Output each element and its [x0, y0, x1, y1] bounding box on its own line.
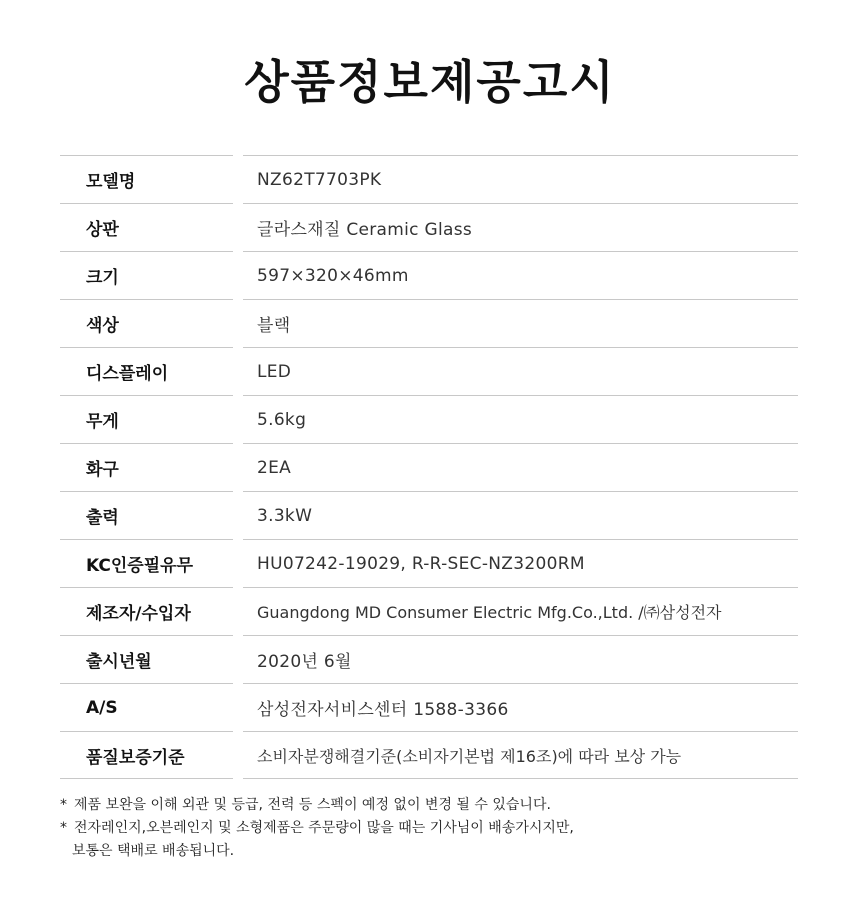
table-row	[60, 299, 798, 347]
asterisk-mark: *	[60, 820, 67, 836]
spec-label: 상판	[60, 203, 233, 251]
spec-label: 화구	[60, 443, 233, 491]
spec-value: HU07242-19029, R-R-SEC-NZ3200RM	[243, 539, 798, 587]
footnote-continuation: 보통은 택배로 배송됩니다.	[72, 843, 235, 859]
table-row	[60, 539, 798, 587]
asterisk-mark: *	[60, 797, 67, 813]
table-row	[60, 395, 798, 443]
spec-label: 크기	[60, 251, 233, 299]
spec-label: 모델명	[60, 155, 233, 203]
spec-value: 소비자분쟁해결기준(소비자기본법 제16조)에 따라 보상 가능	[243, 731, 798, 779]
footnotes	[60, 794, 800, 863]
page-title: 상품정보제공고시	[244, 55, 616, 109]
spec-value: 2020년 6월	[243, 635, 798, 683]
spec-label: 무게	[60, 395, 233, 443]
spec-label: 디스플레이	[60, 347, 233, 395]
spec-label: 출시년월	[60, 635, 233, 683]
spec-value: Guangdong MD Consumer Electric Mfg.Co.,Ltd. /㈜삼성전자	[243, 587, 798, 635]
table-row	[60, 347, 798, 395]
footnote-text: 전자레인지,오븐레인지 및 소형제품은 주문량이 많을 때는 기사님이 배송가시지만,	[74, 820, 574, 836]
spec-value: 삼성전자서비스센터 1588-3366	[243, 683, 798, 731]
spec-value: 글라스재질 Ceramic Glass	[243, 203, 798, 251]
spec-label: 제조자/수입자	[60, 587, 233, 635]
spec-value: 2EA	[243, 443, 798, 491]
table-row	[60, 683, 798, 731]
footnote-text: 제품 보완을 이해 외관 및 등급, 전력 등 스펙이 예정 없이 변경 될 수 있습니다.	[74, 797, 551, 813]
table-row	[60, 155, 798, 203]
spec-label: 품질보증기준	[60, 731, 233, 779]
footnote	[60, 794, 800, 817]
spec-label: 출력	[60, 491, 233, 539]
spec-label: 색상	[60, 299, 233, 347]
spec-value: 블랙	[243, 299, 798, 347]
spec-value: LED	[243, 347, 798, 395]
table-row	[60, 251, 798, 299]
spec-label: A/S	[60, 683, 233, 731]
spec-label: KC인증필유무	[60, 539, 233, 587]
table-row	[60, 587, 798, 635]
table-row	[60, 443, 798, 491]
spec-value: 5.6kg	[243, 395, 798, 443]
table-row	[60, 203, 798, 251]
table-row	[60, 491, 798, 539]
spec-value: 3.3kW	[243, 491, 798, 539]
table-row	[60, 731, 798, 779]
spec-table	[60, 155, 798, 779]
table-row	[60, 635, 798, 683]
spec-value: 597×320×46mm	[243, 251, 798, 299]
spec-value: NZ62T7703PK	[243, 155, 798, 203]
footnote	[60, 817, 800, 840]
